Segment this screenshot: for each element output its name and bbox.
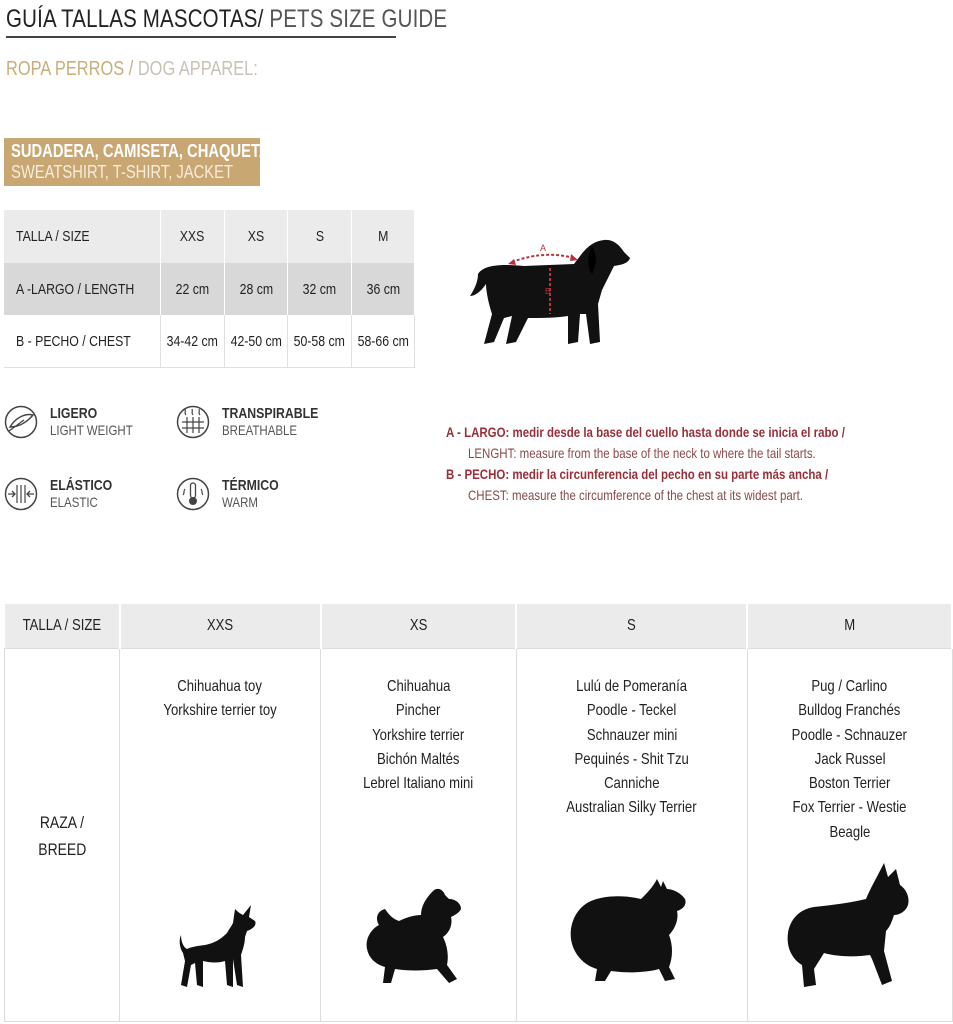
breed-item: Poodle - Schnauzer bbox=[792, 726, 908, 744]
breathable-icon bbox=[176, 405, 210, 439]
feature-breathable-es: TRANSPIRABLE bbox=[222, 405, 319, 422]
feature-warm-es: TÉRMICO bbox=[222, 477, 279, 494]
product-type-es: SUDADERA, CAMISETA, CHAQUETA/ bbox=[11, 141, 274, 161]
note-chest-en: CHEST: measure the circumference of the chest at its widest part. bbox=[468, 487, 803, 503]
breed-header-label: TALLA / SIZE bbox=[22, 617, 101, 634]
feature-warm-en: WARM bbox=[222, 494, 258, 510]
length-marker-a: A bbox=[540, 243, 547, 253]
length-arrow bbox=[508, 254, 578, 265]
breed-cell-xs bbox=[321, 649, 517, 1022]
breed-item: Canniche bbox=[604, 775, 660, 793]
length-s: 32 cm bbox=[302, 280, 337, 298]
title-en: PETS SIZE GUIDE bbox=[263, 5, 448, 33]
breed-item: Yorkshire terrier bbox=[372, 726, 465, 744]
breed-item: Fox Terrier - Westie bbox=[792, 799, 907, 817]
chest-row bbox=[4, 315, 415, 368]
note-length-es: A - LARGO: medir desde la base del cuello hasta donde se inicia el rabo / bbox=[446, 424, 845, 440]
measurement-header-row bbox=[4, 210, 415, 263]
breed-item: Jack Russel bbox=[814, 750, 886, 768]
feature-elastic-en: ELASTIC bbox=[50, 494, 98, 510]
chest-m: 58-66 cm bbox=[357, 332, 409, 350]
breed-header-m: M bbox=[844, 617, 856, 634]
breed-item: Bulldog Franchés bbox=[798, 702, 901, 720]
breed-row bbox=[5, 649, 953, 1022]
breed-item: Yorkshire terrier toy bbox=[163, 702, 277, 720]
chest-s: 50-58 cm bbox=[293, 332, 346, 350]
chest-label: B - PECHO / CHEST bbox=[16, 332, 131, 350]
length-m: 36 cm bbox=[366, 280, 400, 298]
product-type-badge bbox=[4, 138, 274, 186]
size-header-xs: XS bbox=[247, 228, 265, 245]
page-header bbox=[6, 2, 448, 38]
breed-row-label-en: BREED bbox=[37, 840, 87, 859]
breed-item: Pug / Carlino bbox=[811, 678, 888, 695]
breed-cell-xxs bbox=[120, 649, 321, 1022]
breed-item: Lulú de Pomeranía bbox=[576, 678, 688, 695]
breed-item: Lebrel Italiano mini bbox=[363, 775, 474, 793]
size-header-s: S bbox=[315, 228, 324, 245]
size-header-xxs: XXS bbox=[180, 228, 205, 245]
breed-item: Boston Terrier bbox=[808, 775, 891, 793]
breed-table bbox=[4, 604, 953, 1022]
size-header-m: M bbox=[377, 228, 389, 245]
breed-item: Pequinés - Shit Tzu bbox=[574, 750, 689, 768]
breed-item: Chihuahua bbox=[386, 678, 451, 695]
breed-item: Pincher bbox=[396, 702, 441, 720]
feature-light-weight-en: LIGHT WEIGHT bbox=[50, 422, 133, 438]
feature-breathable-en: BREATHABLE bbox=[222, 422, 298, 438]
elastic-icon bbox=[4, 477, 38, 511]
thermometer-icon bbox=[176, 477, 210, 511]
breed-item: Schnauzer mini bbox=[586, 726, 677, 744]
breed-header-xs: XS bbox=[409, 617, 428, 634]
length-xxs: 22 cm bbox=[175, 280, 210, 298]
page-title bbox=[6, 5, 447, 34]
note-length-en: LENGHT: measure from the base of the neck to where the tail starts. bbox=[468, 445, 816, 461]
breed-row-label bbox=[5, 809, 119, 863]
french-bulldog-silhouette-icon bbox=[780, 859, 920, 999]
chest-marker-b: B bbox=[545, 287, 551, 296]
product-type-en: SWEATSHIRT, T-SHIRT, JACKET bbox=[11, 162, 233, 182]
feature-light-weight-es: LIGERO bbox=[50, 405, 98, 422]
measurement-table bbox=[4, 210, 415, 368]
chest-xxs: 34-42 cm bbox=[166, 332, 219, 350]
length-label: A -LARGO / LENGTH bbox=[16, 280, 135, 298]
size-header-label: TALLA / SIZE bbox=[16, 228, 90, 245]
length-row bbox=[4, 263, 415, 315]
breed-item: Australian Silky Terrier bbox=[566, 799, 697, 817]
breed-header-xxs: XXS bbox=[206, 617, 234, 634]
breed-cell-m bbox=[747, 649, 952, 1022]
chihuahua-silhouette-icon bbox=[175, 905, 265, 995]
breed-item: Bichón Maltés bbox=[377, 750, 460, 768]
title-es: GUÍA TALLAS MASCOTAS/ bbox=[6, 5, 264, 33]
chest-xs: 42-50 cm bbox=[230, 332, 282, 350]
length-xs: 28 cm bbox=[239, 280, 273, 298]
measurement-notes bbox=[446, 422, 946, 506]
breed-item: Poodle - Teckel bbox=[587, 702, 677, 720]
breed-header-s: S bbox=[627, 617, 637, 634]
note-chest-es: B - PECHO: medir la circunferencia del pecho en su parte más ancha / bbox=[446, 466, 829, 482]
section-subtitle bbox=[6, 58, 313, 81]
feather-icon bbox=[4, 405, 38, 439]
feature-elastic-es: ELÁSTICO bbox=[50, 477, 113, 494]
papillon-silhouette-icon bbox=[363, 885, 473, 989]
breed-item: Beagle bbox=[829, 823, 871, 841]
subtitle-es: ROPA PERROS / bbox=[6, 58, 138, 80]
dog-measurement-diagram bbox=[464, 234, 634, 352]
breed-item: Chihuahua toy bbox=[177, 678, 263, 695]
pomeranian-silhouette-icon bbox=[569, 877, 695, 987]
breed-row-label-es: RAZA / bbox=[39, 813, 85, 832]
subtitle-en: DOG APPAREL: bbox=[137, 58, 258, 80]
breed-header-row bbox=[5, 604, 953, 649]
breed-cell-s bbox=[516, 649, 747, 1022]
